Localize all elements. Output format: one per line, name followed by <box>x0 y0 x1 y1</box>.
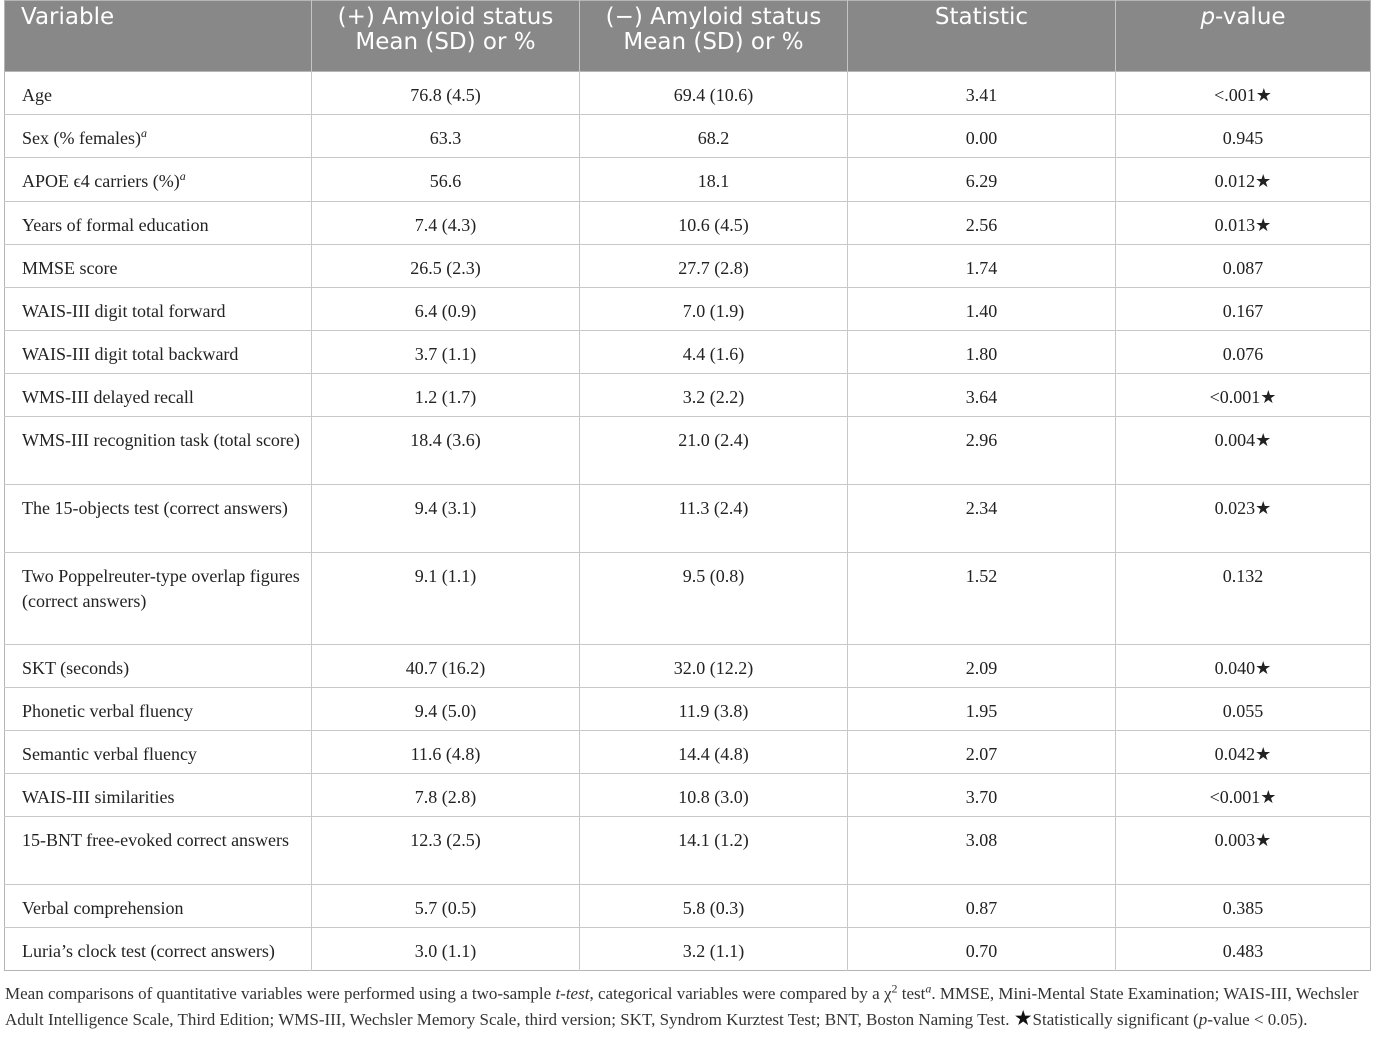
table-row <box>5 485 1371 553</box>
table-row <box>5 158 1371 202</box>
variable-cell: WAIS-III digit total backward <box>22 344 239 364</box>
statistic-cell: 2.96 <box>848 417 1116 485</box>
variable-cell: Semantic verbal fluency <box>22 744 197 764</box>
significance-star-icon: ★ <box>1260 787 1277 808</box>
significance-star-icon: ★ <box>1260 387 1277 408</box>
p-value-cell: <0.001★ <box>1116 774 1371 817</box>
positive-value-cell: 11.6 (4.8) <box>312 731 580 774</box>
header-row <box>5 1 1371 72</box>
significance-star-icon: ★ <box>1255 658 1272 679</box>
table-row <box>5 774 1371 817</box>
table-row <box>5 885 1371 928</box>
p-value-cell: 0.087 <box>1116 245 1371 288</box>
statistic-cell: 3.08 <box>848 817 1116 885</box>
positive-value-cell: 56.6 <box>312 158 580 202</box>
significance-star-icon: ★ <box>1255 85 1272 106</box>
statistic-cell: 2.56 <box>848 202 1116 245</box>
statistic-cell: 1.40 <box>848 288 1116 331</box>
table-row <box>5 817 1371 885</box>
header-negative-amyloid: (−) Amyloid status Mean (SD) or % <box>580 1 848 72</box>
positive-value-cell: 1.2 (1.7) <box>312 374 580 417</box>
variable-cell: WAIS-III similarities <box>22 787 175 807</box>
table-row <box>5 553 1371 645</box>
p-value-cell: <.001★ <box>1116 72 1371 115</box>
significance-star-icon: ★ <box>1013 1006 1033 1030</box>
significance-star-icon: ★ <box>1255 171 1272 192</box>
variable-cell: SKT (seconds) <box>22 658 130 678</box>
positive-value-cell: 3.7 (1.1) <box>312 331 580 374</box>
positive-value-cell: 76.8 (4.5) <box>312 72 580 115</box>
table-row <box>5 72 1371 115</box>
table-row <box>5 331 1371 374</box>
p-value-cell: 0.945 <box>1116 115 1371 158</box>
negative-value-cell: 11.3 (2.4) <box>580 485 848 553</box>
positive-value-cell: 7.4 (4.3) <box>312 202 580 245</box>
statistic-cell: 1.80 <box>848 331 1116 374</box>
variable-cell: Two Poppelreuter-type overlap figures (correct answers) <box>22 566 300 611</box>
variable-cell: WAIS-III digit total forward <box>22 301 226 321</box>
negative-value-cell: 14.1 (1.2) <box>580 817 848 885</box>
positive-value-cell: 5.7 (0.5) <box>312 885 580 928</box>
positive-value-cell: 9.4 (3.1) <box>312 485 580 553</box>
positive-value-cell: 3.0 (1.1) <box>312 928 580 971</box>
header-positive-amyloid: (+) Amyloid status Mean (SD) or % <box>312 1 580 72</box>
significance-star-icon: ★ <box>1255 744 1272 765</box>
statistic-cell: 2.34 <box>848 485 1116 553</box>
variable-cell: Phonetic verbal fluency <box>22 701 193 721</box>
statistic-cell: 1.74 <box>848 245 1116 288</box>
table-footnote: Mean comparisons of quantitative variables were performed using a two-sample t-test, categorical variables were compared by a $\chi^2$ test$^a$. MMSE, Mini-Mental State Examination; WAIS-III, Wechsler Adult Intelligence Scale, Third Edition; WMS-III, Wechsler Memory Scale, third version; SKT, Syndrom Kurztest Test; BNT, Boston Naming Test. ★Statistically significant (p-value < 0.05). <box>5 981 1359 1030</box>
statistic-cell: 3.70 <box>848 774 1116 817</box>
negative-value-cell: 11.9 (3.8) <box>580 688 848 731</box>
statistic-cell: 3.41 <box>848 72 1116 115</box>
negative-value-cell: 27.7 (2.8) <box>580 245 848 288</box>
variable-cell: Sex (% females)$^a$ <box>22 126 147 148</box>
negative-value-cell: 9.5 (0.8) <box>580 553 848 645</box>
negative-value-cell: 7.0 (1.9) <box>580 288 848 331</box>
header-statistic: Statistic <box>848 1 1116 72</box>
header-p-value: p-value <box>1116 1 1371 72</box>
p-value-cell: 0.013★ <box>1116 202 1371 245</box>
p-value-cell: 0.012★ <box>1116 158 1371 202</box>
p-value-cell: 0.023★ <box>1116 485 1371 553</box>
significance-star-icon: ★ <box>1255 430 1272 451</box>
table-row <box>5 202 1371 245</box>
table-row <box>5 115 1371 158</box>
positive-value-cell: 6.4 (0.9) <box>312 288 580 331</box>
variable-cell: WMS-III delayed recall <box>22 387 194 407</box>
table-row <box>5 688 1371 731</box>
negative-value-cell: 4.4 (1.6) <box>580 331 848 374</box>
p-value-cell: 0.055 <box>1116 688 1371 731</box>
statistic-cell: 2.07 <box>848 731 1116 774</box>
p-value-cell: 0.167 <box>1116 288 1371 331</box>
table-row <box>5 645 1371 688</box>
p-value-cell: 0.004★ <box>1116 417 1371 485</box>
positive-value-cell: 63.3 <box>312 115 580 158</box>
positive-value-cell: 9.1 (1.1) <box>312 553 580 645</box>
variable-cell: MMSE score <box>22 258 118 278</box>
table-row <box>5 288 1371 331</box>
negative-value-cell: 14.4 (4.8) <box>580 731 848 774</box>
positive-value-cell: 9.4 (5.0) <box>312 688 580 731</box>
table-row <box>5 928 1371 971</box>
positive-value-cell: 7.8 (2.8) <box>312 774 580 817</box>
statistic-cell: 1.95 <box>848 688 1116 731</box>
p-value-cell: 0.003★ <box>1116 817 1371 885</box>
negative-value-cell: 18.1 <box>580 158 848 202</box>
significance-star-icon: ★ <box>1255 498 1272 519</box>
variable-cell: The 15-objects test (correct answers) <box>22 498 288 518</box>
negative-value-cell: 21.0 (2.4) <box>580 417 848 485</box>
table-row <box>5 374 1371 417</box>
p-value-cell: <0.001★ <box>1116 374 1371 417</box>
negative-value-cell: 69.4 (10.6) <box>580 72 848 115</box>
variable-cell: Years of formal education <box>22 215 209 235</box>
variable-cell: 15-BNT free-evoked correct answers <box>22 830 290 850</box>
negative-value-cell: 32.0 (12.2) <box>580 645 848 688</box>
variable-cell: Age <box>22 85 52 105</box>
negative-value-cell: 5.8 (0.3) <box>580 885 848 928</box>
statistic-cell: 2.09 <box>848 645 1116 688</box>
statistic-cell: 3.64 <box>848 374 1116 417</box>
positive-value-cell: 18.4 (3.6) <box>312 417 580 485</box>
negative-value-cell: 68.2 <box>580 115 848 158</box>
positive-value-cell: 26.5 (2.3) <box>312 245 580 288</box>
statistic-cell: 1.52 <box>848 553 1116 645</box>
negative-value-cell: 10.8 (3.0) <box>580 774 848 817</box>
p-value-cell: 0.042★ <box>1116 731 1371 774</box>
table-row <box>5 245 1371 288</box>
p-value-cell: 0.076 <box>1116 331 1371 374</box>
variable-cell: WMS-III recognition task (total score) <box>22 430 300 450</box>
positive-value-cell: 12.3 (2.5) <box>312 817 580 885</box>
statistic-cell: 6.29 <box>848 158 1116 202</box>
statistic-cell: 0.87 <box>848 885 1116 928</box>
negative-value-cell: 3.2 (2.2) <box>580 374 848 417</box>
statistic-cell: 0.00 <box>848 115 1116 158</box>
table-row <box>5 417 1371 485</box>
p-value-cell: 0.385 <box>1116 885 1371 928</box>
negative-value-cell: 3.2 (1.1) <box>580 928 848 971</box>
significance-star-icon: ★ <box>1255 830 1272 851</box>
statistic-cell: 0.70 <box>848 928 1116 971</box>
variable-cell: APOE ϵ4 carriers (%)$^a$ <box>22 169 186 191</box>
table-row <box>5 731 1371 774</box>
negative-value-cell: 10.6 (4.5) <box>580 202 848 245</box>
positive-value-cell: 40.7 (16.2) <box>312 645 580 688</box>
p-value-cell: 0.483 <box>1116 928 1371 971</box>
p-value-cell: 0.040★ <box>1116 645 1371 688</box>
variable-cell: Luria’s clock test (correct answers) <box>22 941 275 961</box>
results-table <box>4 0 1371 971</box>
significance-star-icon: ★ <box>1255 215 1272 236</box>
header-variable: Variable <box>5 1 312 72</box>
variable-cell: Verbal comprehension <box>22 898 184 918</box>
p-value-cell: 0.132 <box>1116 553 1371 645</box>
